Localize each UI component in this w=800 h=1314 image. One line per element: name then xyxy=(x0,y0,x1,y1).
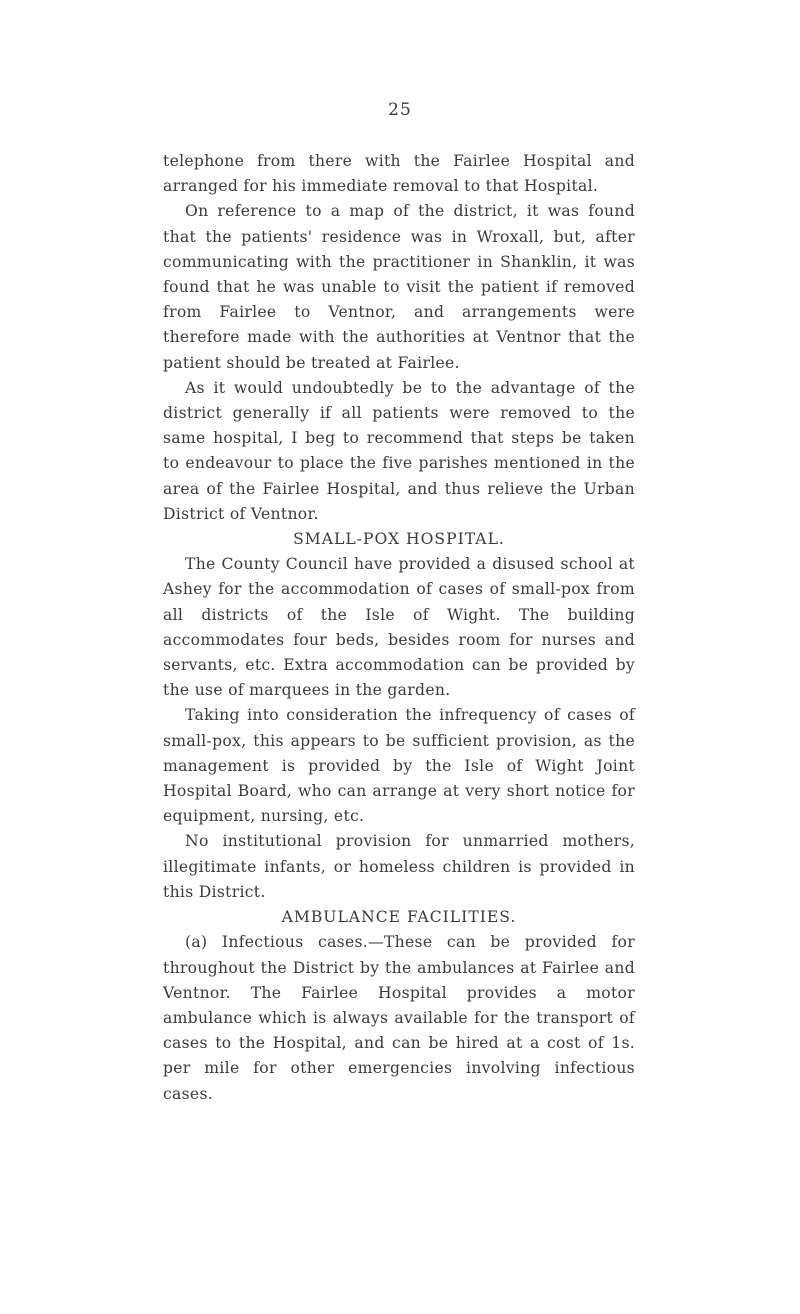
paragraph: On reference to a map of the district, it was found that the patients' residence was in Wroxall, but, after communicating with the practitioner in Shanklin, it was found that he was unable to visit the patient if removed from Fairlee to Ventnor, and arrangements were therefore made with the authorities at Ventnor that the patient should be treated at Fairlee. xyxy=(163,202,635,372)
paragraph: telephone from there with the Fairlee Hospital and arranged for his immediate removal to that Hospital. xyxy=(163,152,635,196)
section-heading-smallpox: SMALL-POX HOSPITAL. xyxy=(293,530,505,549)
paragraph: The County Council have provided a disused school at Ashey for the accommodation of cases of small-pox from all districts of the Isle of Wight. The building accommodates four beds, besides room for nurses and servants, etc. Extra accommodation can be provided by the use of marquees in the garden. xyxy=(163,555,635,700)
section-heading-ambulance: AMBULANCE FACILITIES. xyxy=(281,908,517,927)
paragraph: As it would undoubtedly be to the advantage of the district generally if all patients were removed to the same hospital, I beg to recommend that steps be taken to endeavour to place the five parishes mentioned in the area of the Fairlee Hospital, and thus relieve the Urban District of Ventnor. xyxy=(163,378,635,523)
paragraph: Taking into consideration the infrequency of cases of small-pox, this appears to be sufficient provision, as the management is provided by the Isle of Wight Joint Hospital Board, who can arrange at very short notice for equipment, nursing, etc. xyxy=(163,706,635,826)
page-number: 25 xyxy=(388,100,412,120)
body-text xyxy=(163,149,635,1107)
paragraph: (a) Infectious cases.—These can be provided for throughout the District by the ambulances at Fairlee and Ventnor. The Fairlee Hospital provides a motor ambulance which is always available for the transport of cases to the Hospital, and can be hired at a cost of 1s. per mile for other emergencies involving infectious cases. xyxy=(163,933,635,1103)
paragraph: No institutional provision for unmarried mothers, illegitimate infants, or homeless children is provided in this District. xyxy=(163,832,635,901)
